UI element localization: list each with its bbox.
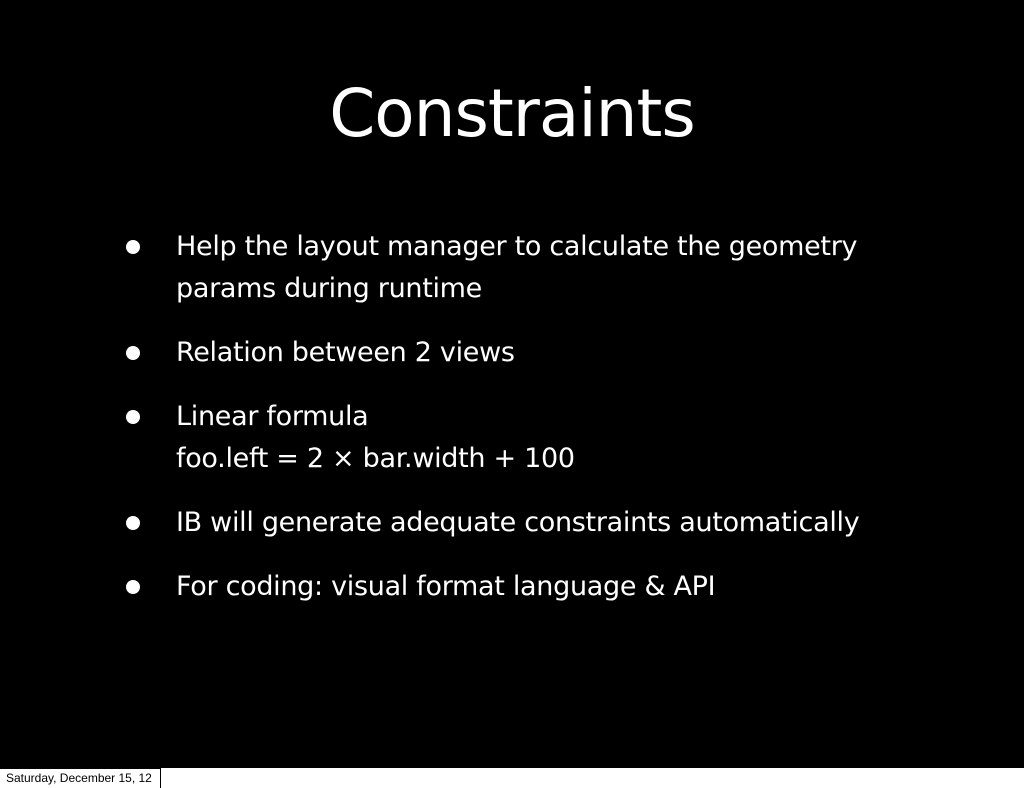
bullet-dot-icon [126,410,140,424]
bullet-text: params during runtime [176,273,482,304]
slide-title: Constraints [329,75,695,152]
bullet-text: For coding: visual format language & API [176,571,716,602]
bullet-item [126,396,946,480]
footer-bar [0,768,1024,788]
bullet-dot-icon [126,240,140,254]
bullet-item [126,502,946,544]
bullet-item [126,566,946,608]
bullet-dot-icon [126,580,140,594]
bullet-item [126,226,946,310]
footer-date: Saturday, December 15, 12 [0,768,161,788]
bullet-text: IB will generate adequate constraints automatically [176,507,860,538]
bullet-dot-icon [126,346,140,360]
bullet-dot-icon [126,516,140,530]
bullet-list [126,226,946,630]
bullet-text: Linear formula [176,401,369,432]
bullet-text: Relation between 2 views [176,337,515,368]
bullet-formula: foo.left = 2 × bar.width + 100 [176,443,575,474]
bullet-text: Help the layout manager to calculate the geometry [176,231,858,262]
bullet-item [126,332,946,374]
